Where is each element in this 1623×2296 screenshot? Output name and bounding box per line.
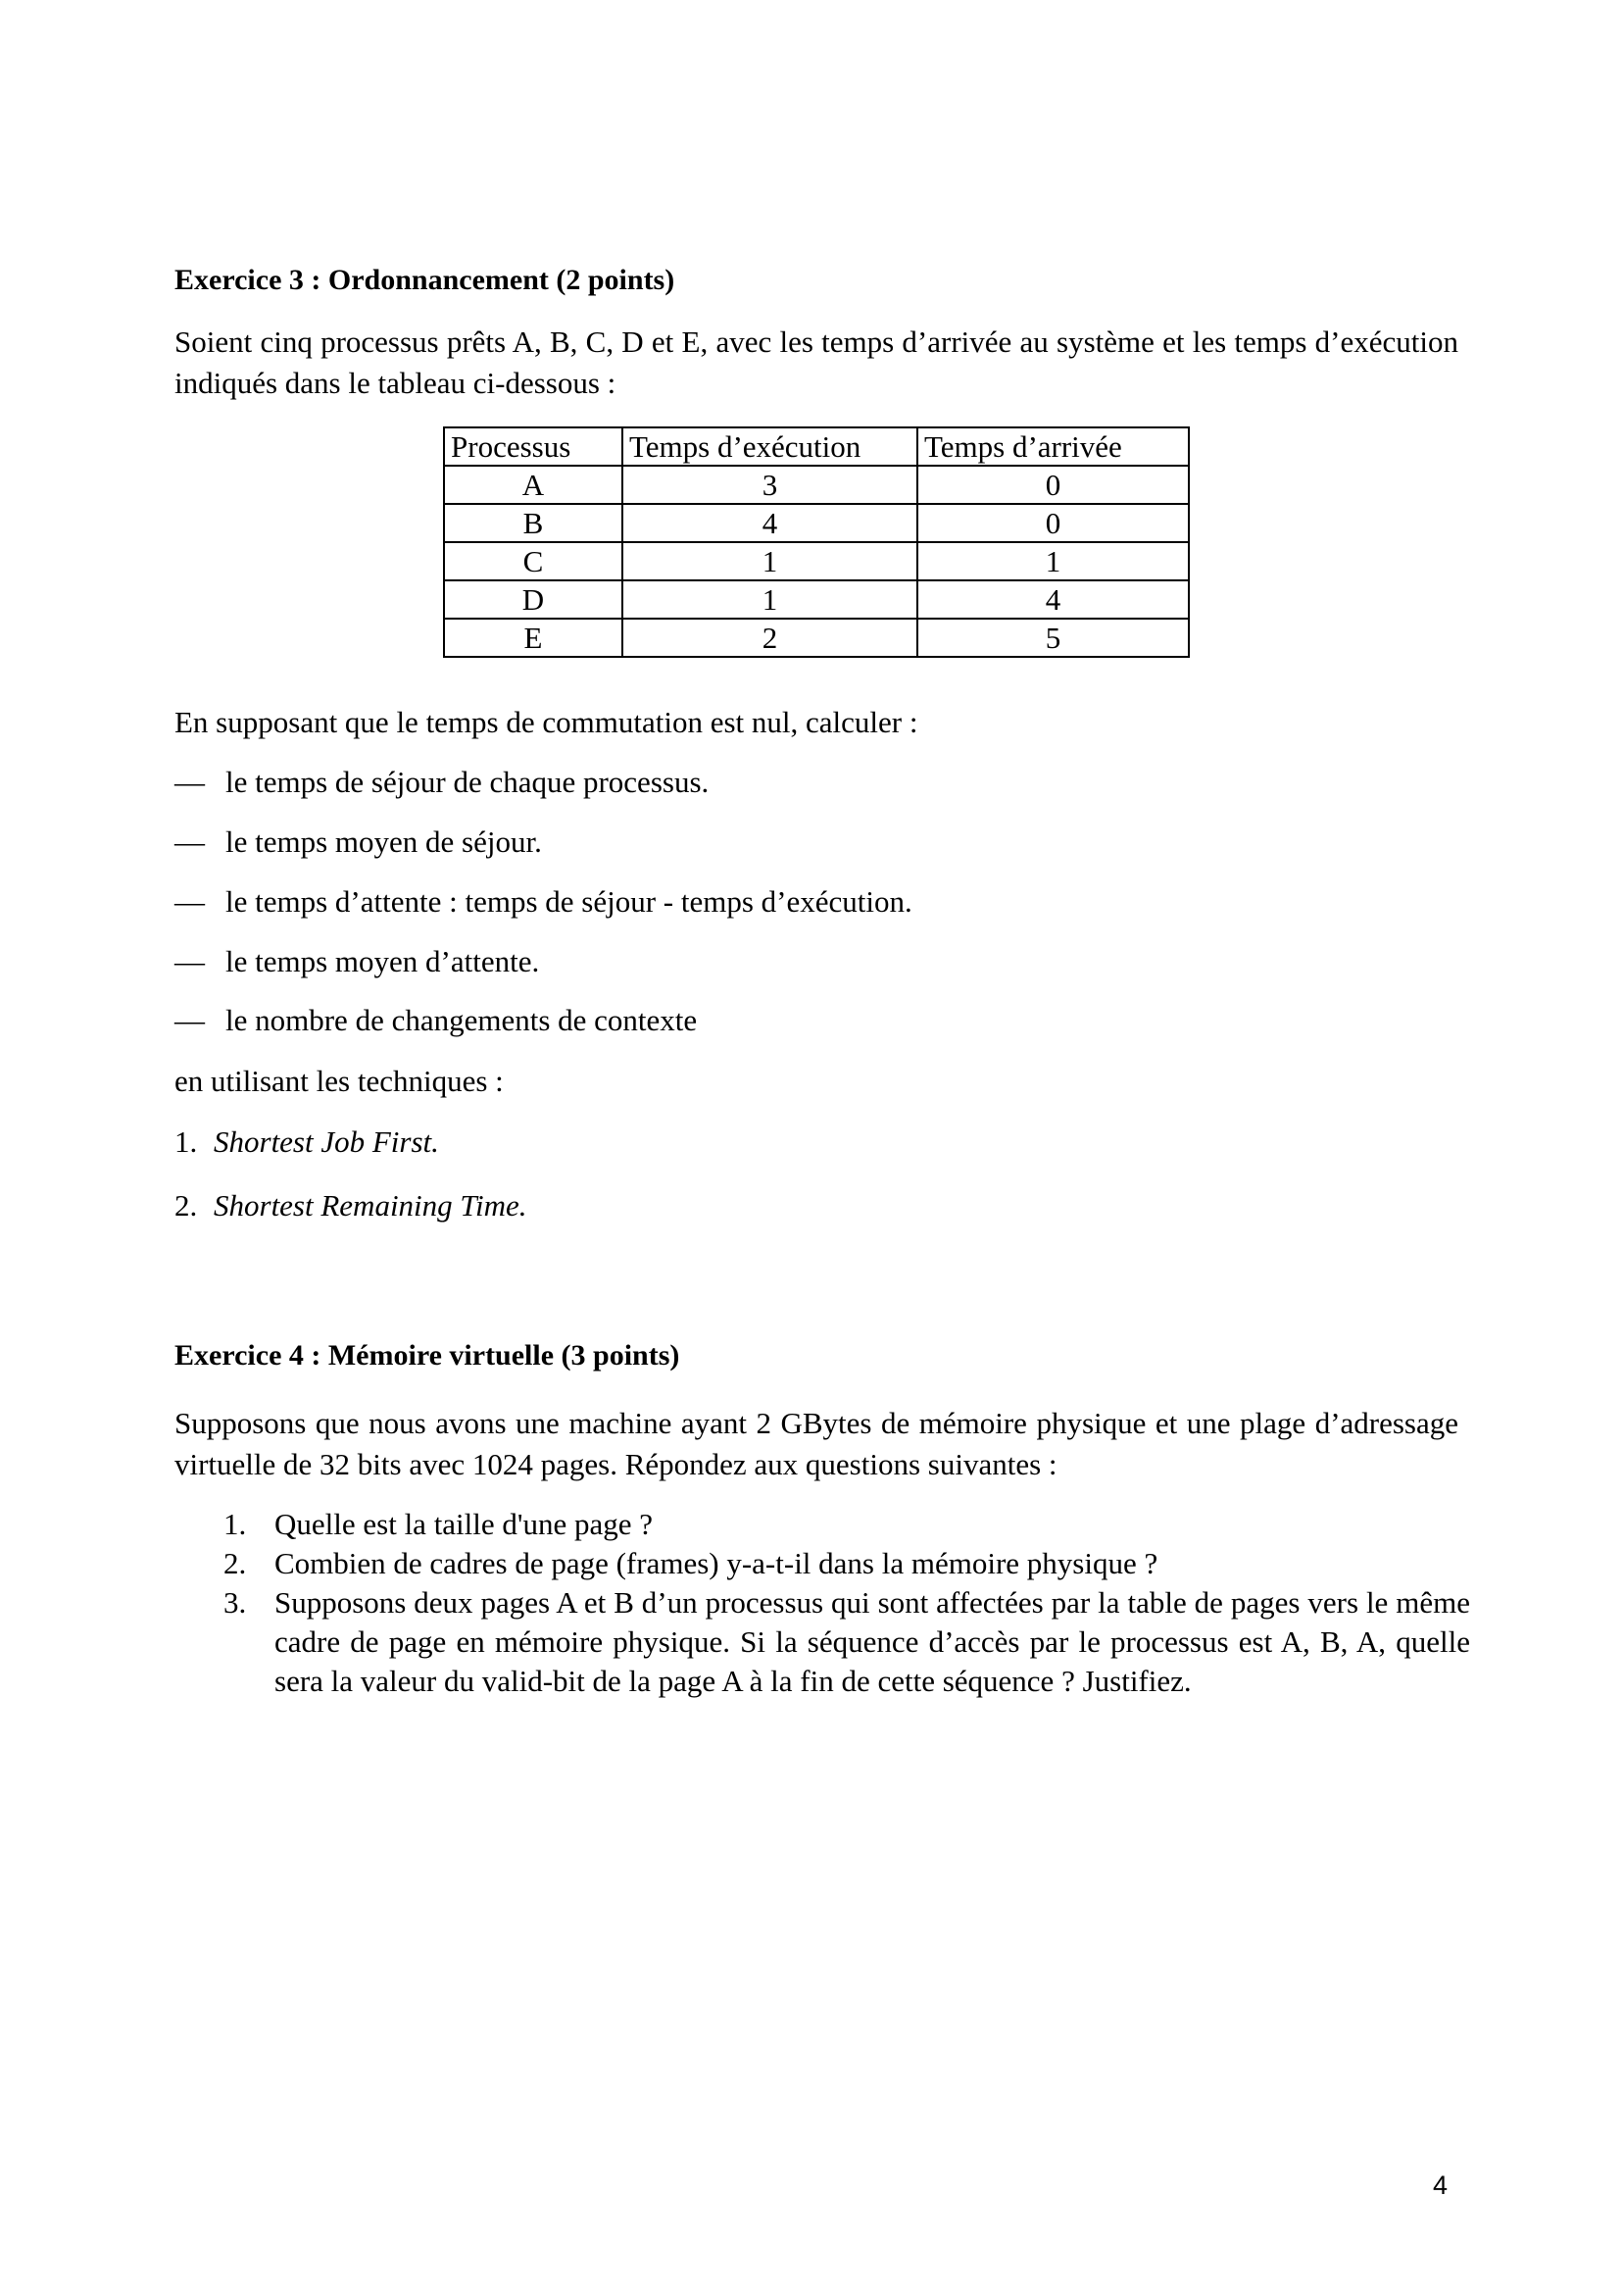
cell-process: C	[444, 542, 622, 580]
cell-process: B	[444, 504, 622, 542]
cell-process: E	[444, 619, 622, 657]
bullet-dash: —	[174, 1003, 205, 1037]
question-item	[223, 1544, 1470, 1583]
question-number: 2.	[223, 1546, 247, 1580]
technique-item	[174, 1186, 526, 1225]
technique-number: 1.	[174, 1124, 198, 1159]
question-text: Quelle est la taille d'une page ?	[274, 1507, 654, 1541]
bullet-item	[174, 763, 709, 802]
cell-execution-time: 3	[622, 466, 917, 504]
cell-process: D	[444, 580, 622, 619]
cell-execution-time: 1	[622, 542, 917, 580]
cell-execution-time: 2	[622, 619, 917, 657]
question-item	[223, 1583, 1470, 1701]
bullet-dash: —	[174, 824, 205, 859]
header-arrival-time: Temps d’arrivée	[917, 427, 1189, 466]
cell-process: A	[444, 466, 622, 504]
bullet-item	[174, 823, 542, 862]
bullet-dash: —	[174, 944, 205, 978]
table-row	[444, 619, 1189, 657]
question-text: Supposons deux pages A et B d’un processus qui sont affectées par la table de pages vers le même cadre de page en mémoire physique. Si la séquence d’accès par le processus est A, B, A, quelle sera la valeur du valid-bit de la page A à la fin de cette séquence ? Justifiez.	[274, 1585, 1470, 1698]
technique-label: Shortest Job First.	[214, 1124, 439, 1159]
exercise3-assumption: En supposant que le temps de commutation est nul, calculer :	[174, 705, 918, 739]
cell-arrival-time: 4	[917, 580, 1189, 619]
questions-list	[223, 1505, 1470, 1701]
question-number: 3.	[223, 1585, 247, 1620]
cell-arrival-time: 1	[917, 542, 1189, 580]
bullet-item	[174, 942, 539, 981]
cell-arrival-time: 0	[917, 504, 1189, 542]
bullet-text: le nombre de changements de contexte	[225, 1003, 698, 1037]
table-row	[444, 466, 1189, 504]
cell-execution-time: 4	[622, 504, 917, 542]
table-row	[444, 580, 1189, 619]
exercise3-title: Exercice 3 : Ordonnancement (2 points)	[174, 264, 675, 296]
header-execution-time: Temps d’exécution	[622, 427, 917, 466]
techniques-intro: en utilisant les techniques :	[174, 1064, 504, 1098]
cell-arrival-time: 5	[917, 619, 1189, 657]
process-table	[443, 426, 1190, 658]
cell-execution-time: 1	[622, 580, 917, 619]
bullet-text: le temps moyen d’attente.	[225, 944, 540, 978]
table-row	[444, 542, 1189, 580]
question-item	[223, 1505, 1470, 1544]
technique-label: Shortest Remaining Time.	[214, 1188, 527, 1223]
question-number: 1.	[223, 1507, 247, 1541]
page-number: 4	[1433, 2171, 1449, 2200]
table-row	[444, 504, 1189, 542]
cell-arrival-time: 0	[917, 466, 1189, 504]
bullet-text: le temps d’attente : temps de séjour - temps d’exécution.	[225, 884, 912, 919]
question-text: Combien de cadres de page (frames) y-a-t-il dans la mémoire physique ?	[274, 1546, 1158, 1580]
technique-number: 2.	[174, 1188, 198, 1223]
bullet-text: le temps de séjour de chaque processus.	[225, 765, 710, 799]
bullet-item	[174, 882, 912, 922]
technique-item	[174, 1123, 439, 1162]
bullet-item	[174, 1001, 697, 1040]
bullet-dash: —	[174, 765, 205, 799]
bullet-text: le temps moyen de séjour.	[225, 824, 542, 859]
bullet-dash: —	[174, 884, 205, 919]
table-header-row	[444, 427, 1189, 466]
exercise4-title: Exercice 4 : Mémoire virtuelle (3 points)	[174, 1339, 680, 1372]
exercise3-intro: Soient cinq processus prêts A, B, C, D et E, avec les temps d’arrivée au système et les temps d’exécution indiqués dans le tableau ci-dessous :	[174, 324, 1458, 400]
header-processus: Processus	[444, 427, 622, 466]
exercise4-intro: Supposons que nous avons une machine ayant 2 GBytes de mémoire physique et une plage d’adressage virtuelle de 32 bits avec 1024 pages. Répondez aux questions suivantes :	[174, 1406, 1458, 1481]
